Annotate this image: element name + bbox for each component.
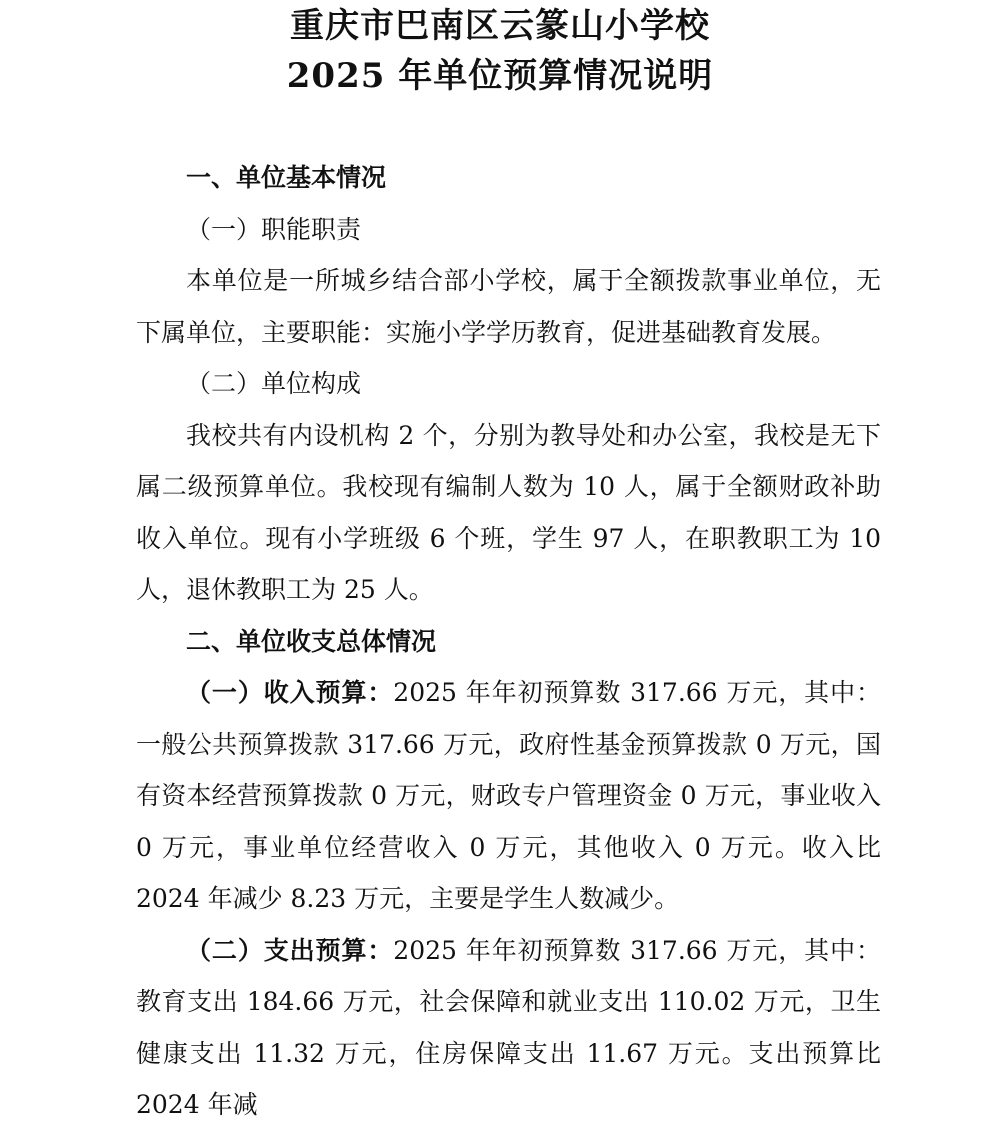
section1-sub2-paragraph: 我校共有内设机构 2 个，分别为教导处和办公室，我校是无下属二级预算单位。我校现有编制人数为 10 人，属于全额财政补助收入单位。现有小学班级 6 个班，学生 97 人，在职教职工为 10 人，退休教职工为 25 人。 [136, 420, 881, 604]
income-lead: （一）收入预算： [186, 678, 394, 707]
section1-sub1-paragraph: 本单位是一所城乡结合部小学校，属于全额拨款事业单位，无下属单位，主要职能：实施小学学历教育，促进基础教育发展。 [136, 266, 881, 347]
expense-text: 2025 年年初预算数 317.66 万元，其中：教育支出 184.66 万元，社会保障和就业支出 110.02 万元，卫生健康支出 11.32 万元，住房保障支出 11.67 万元。支出预算比 2024 年减 [136, 935, 881, 1119]
expense-lead: （二）支出预算： [186, 935, 394, 965]
section1-heading: 一、单位基本情况 [186, 163, 387, 192]
income-text: 2025 年年初预算数 317.66 万元，其中：一般公共预算拨款 317.66 万元，政府性基金预算拨款 0 万元，国有资本经营预算拨款 0 万元，财政专户管理资金 0 万元，事业收入 0 万元，事业单位经营收入 0 万元，其他收入 0 万元。收入比 2024 年减少 8.23 万元，主要是学生人数减少。 [136, 678, 881, 913]
section1-sub2-heading: （二）单位构成 [186, 369, 362, 398]
expense-paragraph [136, 925, 881, 1131]
document-title-line2: 2025 年单位预算情况说明 [286, 56, 714, 96]
income-paragraph [136, 667, 881, 925]
section2-heading: 二、单位收支总体情况 [186, 626, 437, 656]
document-title-line1: 重庆市巴南区云篆山小学校 [290, 6, 710, 46]
section1-sub1-heading: （一）职能职责 [186, 214, 362, 244]
document-body [136, 152, 881, 1131]
